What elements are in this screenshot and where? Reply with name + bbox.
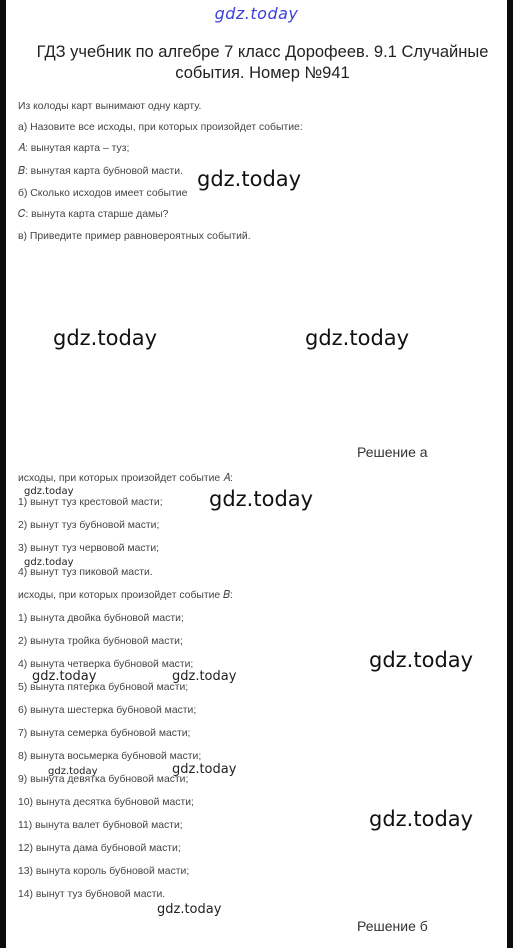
solution-line: 10) вынута десятка бубновой масти;	[18, 797, 194, 808]
watermark: gdz.today	[157, 902, 222, 917]
solution-line: 3) вынут туз червовой масти;	[18, 543, 160, 554]
task-line: Из колоды карт вынимают одну карту.	[18, 101, 202, 112]
watermark: gdz.today	[172, 669, 237, 684]
watermark: gdz.today	[209, 487, 314, 511]
left-frame-border	[0, 0, 6, 948]
site-logo[interactable]: gdz.today	[214, 4, 299, 23]
solution-line: 5) вынута пятерка бубновой масти;	[18, 682, 189, 693]
solution-line: 12) вынута дама бубновой масти;	[18, 843, 181, 854]
solution-line: исходы, при которых произойдет событие 𝐵:	[18, 590, 233, 601]
page-title: ГДЗ учебник по алгебре 7 класс Дорофеев. 9.1 Случайные события. Номер №941	[36, 43, 489, 82]
solution-line: исходы, при которых произойдет событие 𝐴:	[18, 473, 233, 484]
solution-line: 13) вынута король бубновой масти;	[18, 866, 190, 877]
watermark: gdz.today	[53, 326, 158, 350]
watermark: gdz.today	[197, 167, 302, 191]
solution-line: 4) вынута четверка бубновой масти;	[18, 659, 194, 670]
task-line: б) Сколько исходов имеет событие	[18, 188, 188, 199]
solution-line: 6) вынута шестерка бубновой масти;	[18, 705, 197, 716]
task-line: а) Назовите все исходы, при которых произойдет событие:	[18, 122, 303, 133]
solution-line: 9) вынута девятка бубновой масти;	[18, 774, 189, 785]
watermark: gdz.today	[48, 766, 98, 777]
watermark: gdz.today	[24, 557, 74, 568]
solution-line: 11) вынута валет бубновой масти;	[18, 820, 183, 831]
task-line: 𝐴: вынутая карта – туз;	[18, 143, 130, 154]
watermark: gdz.today	[369, 648, 474, 672]
watermark: gdz.today	[24, 486, 74, 497]
solution-line: 1) вынут туз крестовой масти;	[18, 497, 163, 508]
solution-line: 4) вынут туз пиковой масти.	[18, 567, 153, 578]
solution-a-label: Решение а	[357, 444, 428, 460]
task-line: 𝐶: вынута карта старше дамы?	[18, 209, 169, 220]
right-frame-border	[507, 0, 513, 948]
watermark: gdz.today	[172, 762, 237, 777]
watermark: gdz.today	[369, 807, 474, 831]
solution-b-label: Решение б	[357, 918, 428, 934]
solution-line: 2) вынут туз бубновой масти;	[18, 520, 160, 531]
task-line: 𝐵: вынутая карта бубновой масти.	[18, 166, 183, 177]
solution-line: 7) вынута семерка бубновой масти;	[18, 728, 191, 739]
watermark: gdz.today	[305, 326, 410, 350]
solution-line: 14) вынут туз бубновой масти.	[18, 889, 166, 900]
solution-line: 1) вынута двойка бубновой масти;	[18, 613, 184, 624]
watermark: gdz.today	[32, 669, 97, 684]
task-line: в) Приведите пример равновероятных событий.	[18, 231, 251, 242]
solution-line: 8) вынута восьмерка бубновой масти;	[18, 751, 202, 762]
solution-line: 2) вынута тройка бубновой масти;	[18, 636, 183, 647]
